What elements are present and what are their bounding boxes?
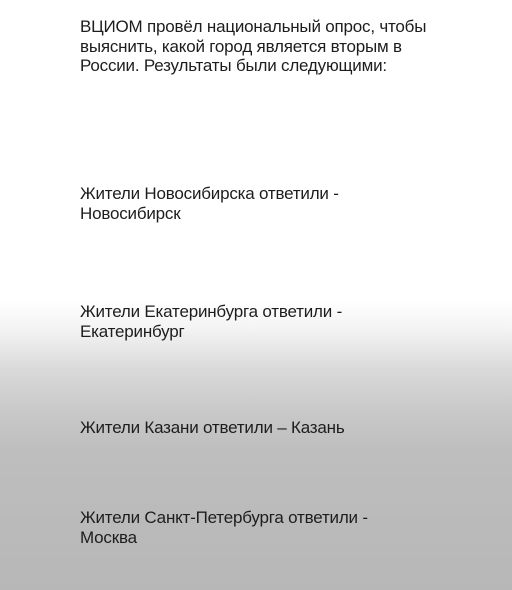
response-ekaterinburg: Жители Екатеринбурга ответили - Екатеринбург: [80, 302, 343, 341]
post-text: [80, 17, 470, 547]
response-saint-petersburg: Жители Санкт-Петербурга ответили - Москва: [80, 508, 368, 547]
response-kazan: Жители Казани ответили – Казань: [80, 418, 345, 437]
response-novosibirsk: Жители Новосибирска ответили - Новосибирск: [80, 184, 339, 223]
intro-paragraph: ВЦИОМ провёл национальный опрос, чтобы выяснить, какой город является вторым в России. Результаты были следующими:: [80, 17, 427, 75]
